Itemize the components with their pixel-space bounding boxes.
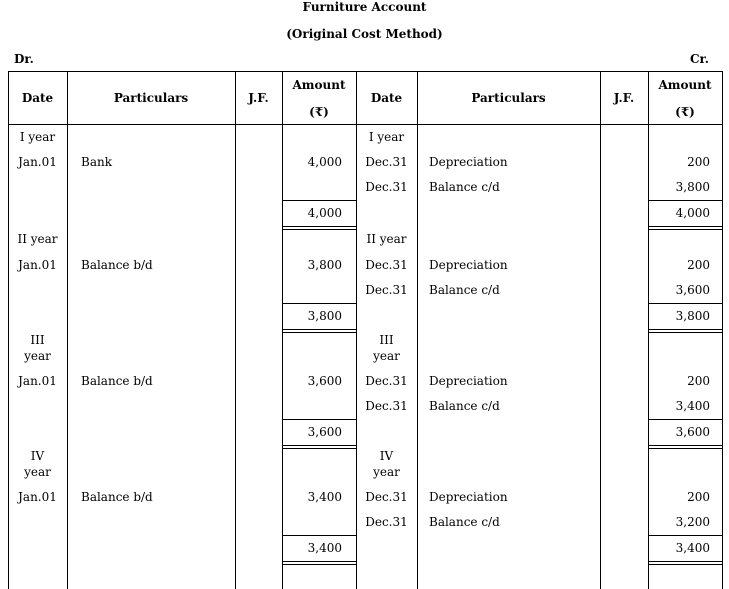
dr-label: Dr. — [14, 52, 34, 66]
credit-jf-header: J.F. — [613, 91, 635, 105]
column-divider — [722, 71, 723, 589]
credit-entry-amount: 3,600 — [675, 283, 710, 297]
column-divider — [67, 71, 68, 589]
credit-entry-amount: 200 — [687, 155, 710, 169]
total-top-rule — [648, 303, 722, 304]
column-divider — [282, 71, 283, 589]
credit-entry-particulars: Depreciation — [429, 258, 508, 272]
column-divider — [8, 71, 9, 589]
next-block-rule — [282, 564, 356, 565]
credit-entry-amount: 200 — [687, 258, 710, 272]
credit-entry-date: Dec.31 — [365, 180, 408, 194]
debit-amount-header: Amount — [292, 78, 346, 92]
credit-year-label: III — [379, 333, 394, 347]
debit-entry-particulars: Balance b/d — [81, 490, 153, 504]
debit-entry-date: Jan.01 — [18, 490, 57, 504]
debit-total-amount: 3,400 — [307, 541, 342, 555]
credit-entry-particulars: Depreciation — [429, 155, 508, 169]
credit-entry-date: Dec.31 — [365, 515, 408, 529]
credit-entry-particulars: Balance c/d — [429, 283, 500, 297]
column-divider — [600, 71, 601, 589]
column-divider — [235, 71, 236, 589]
account-subtitle: (Original Cost Method) — [286, 27, 443, 41]
debit-year-label: year — [24, 349, 51, 363]
credit-entry-amount: 3,800 — [675, 180, 710, 194]
debit-date-header: Date — [21, 91, 54, 105]
total-double-rule — [282, 448, 356, 449]
debit-total-amount: 3,800 — [307, 309, 342, 323]
debit-jf-header: J.F. — [248, 91, 269, 105]
total-bottom-rule — [648, 226, 722, 227]
total-top-rule — [648, 535, 722, 536]
debit-entry-particulars: Balance b/d — [81, 258, 153, 272]
credit-entry-date: Dec.31 — [365, 399, 408, 413]
credit-year-label: year — [373, 349, 400, 363]
debit-entry-amount: 3,400 — [307, 490, 342, 504]
debit-particulars-header: Particulars — [113, 91, 189, 105]
credit-total-amount: 3,800 — [675, 309, 710, 323]
credit-year-label: IV — [379, 449, 394, 463]
debit-entry-date: Jan.01 — [18, 155, 57, 169]
debit-year-label: III — [30, 333, 45, 347]
total-double-rule — [282, 229, 356, 230]
credit-entry-date: Dec.31 — [365, 155, 408, 169]
column-divider — [356, 71, 357, 589]
debit-year-label: year — [24, 465, 51, 479]
total-bottom-rule — [282, 226, 356, 227]
credit-entry-particulars: Balance c/d — [429, 515, 500, 529]
credit-entry-particulars: Balance c/d — [429, 180, 500, 194]
next-block-rule — [648, 564, 722, 565]
credit-year-label: II year — [366, 232, 407, 246]
column-divider — [648, 71, 649, 589]
credit-total-amount: 4,000 — [675, 206, 710, 220]
column-divider — [417, 71, 418, 589]
credit-year-label: I year — [368, 130, 405, 144]
credit-entry-date: Dec.31 — [365, 283, 408, 297]
total-bottom-rule — [648, 561, 722, 562]
total-bottom-rule — [648, 329, 722, 330]
total-bottom-rule — [648, 445, 722, 446]
credit-entry-particulars: Depreciation — [429, 490, 508, 504]
debit-year-label: IV — [30, 449, 45, 463]
debit-entry-date: Jan.01 — [18, 258, 57, 272]
credit-total-amount: 3,600 — [675, 425, 710, 439]
debit-entry-date: Jan.01 — [18, 374, 57, 388]
total-bottom-rule — [282, 329, 356, 330]
debit-entry-amount: 3,600 — [307, 374, 342, 388]
total-bottom-rule — [282, 445, 356, 446]
debit-entry-amount: 3,800 — [307, 258, 342, 272]
table-top-border — [8, 71, 722, 72]
credit-year-label: year — [373, 465, 400, 479]
total-top-rule — [282, 303, 356, 304]
debit-entry-amount: 4,000 — [307, 155, 342, 169]
total-top-rule — [648, 419, 722, 420]
credit-particulars-header: Particulars — [471, 91, 546, 105]
total-top-rule — [282, 535, 356, 536]
credit-currency-header: (₹) — [675, 105, 695, 119]
credit-entry-particulars: Balance c/d — [429, 399, 500, 413]
total-double-rule — [648, 332, 722, 333]
total-top-rule — [282, 419, 356, 420]
credit-amount-header: Amount — [658, 78, 712, 92]
credit-entry-amount: 200 — [687, 490, 710, 504]
total-top-rule — [282, 200, 356, 201]
debit-year-label: I year — [19, 130, 56, 144]
total-double-rule — [648, 448, 722, 449]
total-top-rule — [648, 200, 722, 201]
credit-entry-amount: 3,400 — [675, 399, 710, 413]
debit-total-amount: 3,600 — [307, 425, 342, 439]
total-double-rule — [282, 332, 356, 333]
header-bottom-border — [8, 124, 722, 125]
credit-entry-date: Dec.31 — [365, 490, 408, 504]
credit-entry-amount: 200 — [687, 374, 710, 388]
credit-entry-date: Dec.31 — [365, 258, 408, 272]
credit-total-amount: 3,400 — [675, 541, 710, 555]
debit-entry-particulars: Balance b/d — [81, 374, 153, 388]
debit-year-label: II year — [17, 232, 58, 246]
credit-date-header: Date — [370, 91, 403, 105]
credit-entry-particulars: Depreciation — [429, 374, 508, 388]
credit-entry-date: Dec.31 — [365, 374, 408, 388]
debit-total-amount: 4,000 — [307, 206, 342, 220]
total-double-rule — [648, 229, 722, 230]
account-title: Furniture Account — [302, 0, 427, 14]
debit-currency-header: (₹) — [309, 105, 329, 119]
credit-entry-amount: 3,200 — [675, 515, 710, 529]
cr-label: Cr. — [690, 52, 709, 66]
debit-entry-particulars: Bank — [81, 155, 112, 169]
total-bottom-rule — [282, 561, 356, 562]
